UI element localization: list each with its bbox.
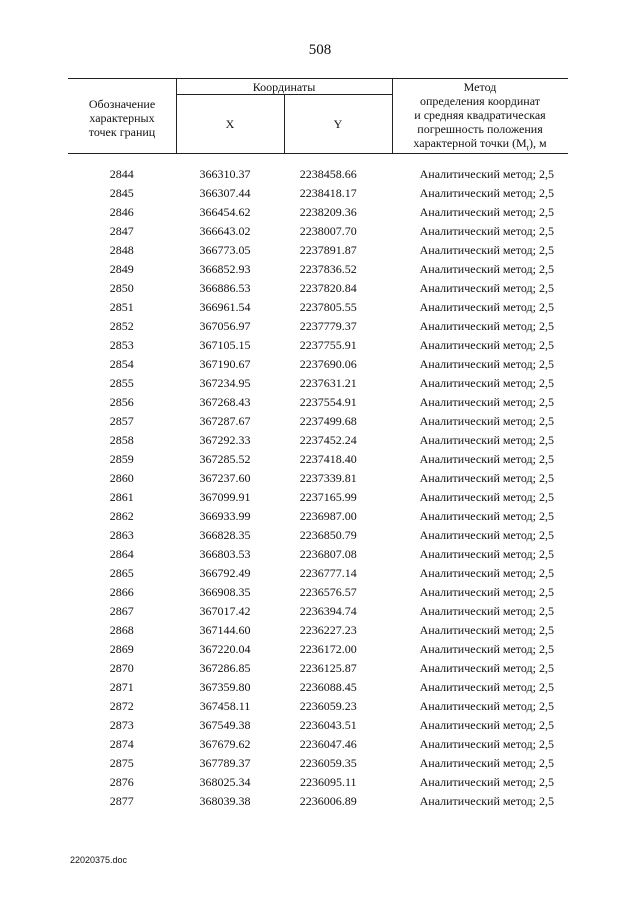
- page-number: 508: [308, 42, 332, 58]
- point-id-cell: 2872: [109, 699, 134, 713]
- x-coordinate-cell: 367285.52: [199, 452, 251, 466]
- point-id-cell: 2870: [109, 661, 134, 675]
- table-row: [68, 374, 568, 393]
- method-cell: Аналитический метод; 2,5: [419, 490, 554, 504]
- y-coordinate-cell: 2237499.68: [299, 414, 357, 428]
- x-coordinate-cell: 366886.53: [199, 281, 251, 295]
- method-cell: Аналитический метод; 2,5: [419, 528, 554, 542]
- method-cell: Аналитический метод; 2,5: [419, 661, 554, 675]
- x-coordinate-cell: 367287.67: [199, 414, 251, 428]
- table-row: [68, 640, 568, 659]
- y-coordinate-cell: 2238209.36: [299, 205, 357, 219]
- point-id-cell: 2875: [109, 756, 134, 770]
- x-coordinate-cell: 366828.35: [199, 528, 251, 542]
- x-coordinate-cell: 366643.02: [199, 224, 251, 238]
- point-id-cell: 2850: [109, 281, 134, 295]
- table-row: [68, 583, 568, 602]
- table-row: [68, 222, 568, 241]
- y-coordinate-cell: 2237820.84: [299, 281, 357, 295]
- table-row: [68, 412, 568, 431]
- header-y: Y: [333, 117, 343, 131]
- table-top-rule: [68, 78, 568, 79]
- point-id-cell: 2847: [109, 224, 134, 238]
- point-id-cell: 2865: [109, 566, 134, 580]
- method-cell: Аналитический метод; 2,5: [419, 756, 554, 770]
- y-coordinate-cell: 2236576.57: [299, 585, 357, 599]
- table-row: [68, 773, 568, 792]
- point-id-cell: 2869: [109, 642, 134, 656]
- point-id-cell: 2854: [109, 357, 134, 371]
- y-coordinate-cell: 2237339.81: [299, 471, 357, 485]
- table-row: [68, 317, 568, 336]
- table-row: [68, 621, 568, 640]
- y-coordinate-cell: 2238418.17: [299, 186, 357, 200]
- y-coordinate-cell: 2238007.70: [299, 224, 357, 238]
- y-coordinate-cell: 2236088.45: [299, 680, 357, 694]
- method-cell: Аналитический метод; 2,5: [419, 224, 554, 238]
- y-coordinate-cell: 2237805.55: [299, 300, 357, 314]
- x-coordinate-cell: 367789.37: [199, 756, 251, 770]
- point-id-cell: 2846: [109, 205, 134, 219]
- point-id-cell: 2866: [109, 585, 134, 599]
- x-coordinate-cell: 367679.62: [199, 737, 251, 751]
- point-id-cell: 2848: [109, 243, 134, 257]
- method-cell: Аналитический метод; 2,5: [419, 433, 554, 447]
- x-coordinate-cell: 367234.95: [199, 376, 251, 390]
- y-coordinate-cell: 2236807.08: [299, 547, 357, 561]
- table-row: [68, 697, 568, 716]
- y-coordinate-cell: 2236777.14: [299, 566, 357, 580]
- y-coordinate-cell: 2236059.23: [299, 699, 357, 713]
- table-row: [68, 507, 568, 526]
- x-coordinate-cell: 366852.93: [199, 262, 251, 276]
- table-row: [68, 469, 568, 488]
- method-cell: Аналитический метод; 2,5: [419, 794, 554, 808]
- header-designation: Обозначение характерных точек границ: [88, 97, 156, 139]
- method-cell: Аналитический метод; 2,5: [419, 262, 554, 276]
- x-coordinate-cell: 367017.42: [199, 604, 251, 618]
- table-row: [68, 203, 568, 222]
- x-coordinate-cell: 366454.62: [199, 205, 251, 219]
- method-cell: Аналитический метод; 2,5: [419, 281, 554, 295]
- point-id-cell: 2874: [109, 737, 134, 751]
- y-coordinate-cell: 2236125.87: [299, 661, 357, 675]
- method-cell: Аналитический метод; 2,5: [419, 452, 554, 466]
- method-cell: Аналитический метод; 2,5: [419, 395, 554, 409]
- table-row: [68, 564, 568, 583]
- y-coordinate-cell: 2237452.24: [299, 433, 357, 447]
- table-row: [68, 488, 568, 507]
- point-id-cell: 2864: [109, 547, 134, 561]
- point-id-cell: 2858: [109, 433, 134, 447]
- x-coordinate-cell: 367105.15: [199, 338, 251, 352]
- method-cell: Аналитический метод; 2,5: [419, 338, 554, 352]
- point-id-cell: 2859: [109, 452, 134, 466]
- point-id-cell: 2876: [109, 775, 134, 789]
- method-cell: Аналитический метод; 2,5: [419, 471, 554, 485]
- method-cell: Аналитический метод; 2,5: [419, 623, 554, 637]
- y-coordinate-cell: 2236227.23: [299, 623, 357, 637]
- method-cell: Аналитический метод; 2,5: [419, 718, 554, 732]
- point-id-cell: 2862: [109, 509, 134, 523]
- x-coordinate-cell: 367099.91: [199, 490, 251, 504]
- method-cell: Аналитический метод; 2,5: [419, 243, 554, 257]
- header-x: X: [225, 117, 235, 131]
- method-cell: Аналитический метод; 2,5: [419, 167, 554, 181]
- y-coordinate-cell: 2237891.87: [299, 243, 357, 257]
- y-coordinate-cell: 2236172.00: [299, 642, 357, 656]
- y-coordinate-cell: 2236095.11: [300, 775, 357, 789]
- method-cell: Аналитический метод; 2,5: [419, 205, 554, 219]
- table-row: [68, 165, 568, 184]
- y-coordinate-cell: 2236047.46: [299, 737, 357, 751]
- point-id-cell: 2845: [109, 186, 134, 200]
- method-cell: Аналитический метод; 2,5: [419, 319, 554, 333]
- x-coordinate-cell: 367190.67: [199, 357, 251, 371]
- x-coordinate-cell: 368039.38: [199, 794, 251, 808]
- method-cell: Аналитический метод; 2,5: [419, 186, 554, 200]
- y-coordinate-cell: 2237779.37: [299, 319, 357, 333]
- x-coordinate-cell: 367144.60: [199, 623, 251, 637]
- method-cell: Аналитический метод; 2,5: [419, 300, 554, 314]
- x-coordinate-cell: 367268.43: [199, 395, 251, 409]
- method-cell: Аналитический метод; 2,5: [419, 775, 554, 789]
- point-id-cell: 2844: [109, 167, 134, 181]
- table-row: [68, 241, 568, 260]
- point-id-cell: 2877: [109, 794, 134, 808]
- y-coordinate-cell: 2237554.91: [299, 395, 357, 409]
- x-coordinate-cell: 367458.11: [199, 699, 251, 713]
- table-row: [68, 602, 568, 621]
- y-coordinate-cell: 2236043.51: [299, 718, 357, 732]
- table-row: [68, 260, 568, 279]
- method-cell: Аналитический метод; 2,5: [419, 680, 554, 694]
- point-id-cell: 2863: [109, 528, 134, 542]
- point-id-cell: 2849: [109, 262, 134, 276]
- point-id-cell: 2855: [109, 376, 134, 390]
- table-row: [68, 659, 568, 678]
- table-row: [68, 754, 568, 773]
- x-coordinate-cell: 367292.33: [199, 433, 251, 447]
- table-row: [68, 716, 568, 735]
- method-cell: Аналитический метод; 2,5: [419, 547, 554, 561]
- x-coordinate-cell: 366307.44: [199, 186, 251, 200]
- x-coordinate-cell: 367056.97: [199, 319, 251, 333]
- y-coordinate-cell: 2238458.66: [299, 167, 357, 181]
- method-cell: Аналитический метод; 2,5: [419, 604, 554, 618]
- x-coordinate-cell: 366908.35: [199, 585, 251, 599]
- header-method: Метод определения координат и средняя квадратическая погрешность положения характерной точки $(M_t)$, м: [413, 80, 547, 153]
- method-cell: Аналитический метод; 2,5: [419, 376, 554, 390]
- method-cell: Аналитический метод; 2,5: [419, 737, 554, 751]
- table-row: [68, 431, 568, 450]
- y-coordinate-cell: 2237418.40: [299, 452, 357, 466]
- y-coordinate-cell: 2237836.52: [299, 262, 357, 276]
- point-id-cell: 2873: [109, 718, 134, 732]
- point-id-cell: 2860: [109, 471, 134, 485]
- table-row: [68, 678, 568, 697]
- table-row: [68, 184, 568, 203]
- table-row: [68, 545, 568, 564]
- x-coordinate-cell: 366933.99: [199, 509, 251, 523]
- point-id-cell: 2856: [109, 395, 134, 409]
- point-id-cell: 2868: [109, 623, 134, 637]
- table-row: [68, 355, 568, 374]
- x-coordinate-cell: 367237.60: [199, 471, 251, 485]
- table-row: [68, 298, 568, 317]
- x-coordinate-cell: 367359.80: [199, 680, 251, 694]
- y-coordinate-cell: 2236006.89: [299, 794, 357, 808]
- table-row: [68, 792, 568, 811]
- header-coordinates: Координаты: [252, 80, 316, 94]
- method-cell: Аналитический метод; 2,5: [419, 414, 554, 428]
- y-coordinate-cell: 2236059.35: [299, 756, 357, 770]
- point-id-cell: 2861: [109, 490, 134, 504]
- table-row: [68, 336, 568, 355]
- table-body: [68, 165, 568, 811]
- y-coordinate-cell: 2236987.00: [299, 509, 357, 523]
- method-cell: Аналитический метод; 2,5: [419, 699, 554, 713]
- x-coordinate-cell: 366792.49: [199, 566, 251, 580]
- x-coordinate-cell: 366961.54: [199, 300, 251, 314]
- point-id-cell: 2867: [109, 604, 134, 618]
- y-coordinate-cell: 2236394.74: [299, 604, 357, 618]
- y-coordinate-cell: 2237631.21: [299, 376, 357, 390]
- table-row: [68, 526, 568, 545]
- footer-filename: 22020375.doc: [70, 855, 128, 865]
- y-coordinate-cell: 2237755.91: [299, 338, 357, 352]
- x-coordinate-cell: 367220.04: [199, 642, 251, 656]
- point-id-cell: 2853: [109, 338, 134, 352]
- x-coordinate-cell: 366773.05: [199, 243, 251, 257]
- table-row: [68, 393, 568, 412]
- table-row: [68, 450, 568, 469]
- y-coordinate-cell: 2236850.79: [299, 528, 357, 542]
- method-cell: Аналитический метод; 2,5: [419, 585, 554, 599]
- point-id-cell: 2851: [109, 300, 134, 314]
- point-id-cell: 2871: [109, 680, 134, 694]
- x-coordinate-cell: 368025.34: [199, 775, 251, 789]
- x-coordinate-cell: 367286.85: [199, 661, 251, 675]
- method-cell: Аналитический метод; 2,5: [419, 357, 554, 371]
- x-coordinate-cell: 367549.38: [199, 718, 251, 732]
- method-cell: Аналитический метод; 2,5: [419, 642, 554, 656]
- y-coordinate-cell: 2237165.99: [299, 490, 357, 504]
- method-cell: Аналитический метод; 2,5: [419, 566, 554, 580]
- x-coordinate-cell: 366310.37: [199, 167, 251, 181]
- table-row: [68, 279, 568, 298]
- point-id-cell: 2857: [109, 414, 134, 428]
- y-coordinate-cell: 2237690.06: [299, 357, 357, 371]
- table-row: [68, 735, 568, 754]
- method-cell: Аналитический метод; 2,5: [419, 509, 554, 523]
- point-id-cell: 2852: [109, 319, 134, 333]
- x-coordinate-cell: 366803.53: [199, 547, 251, 561]
